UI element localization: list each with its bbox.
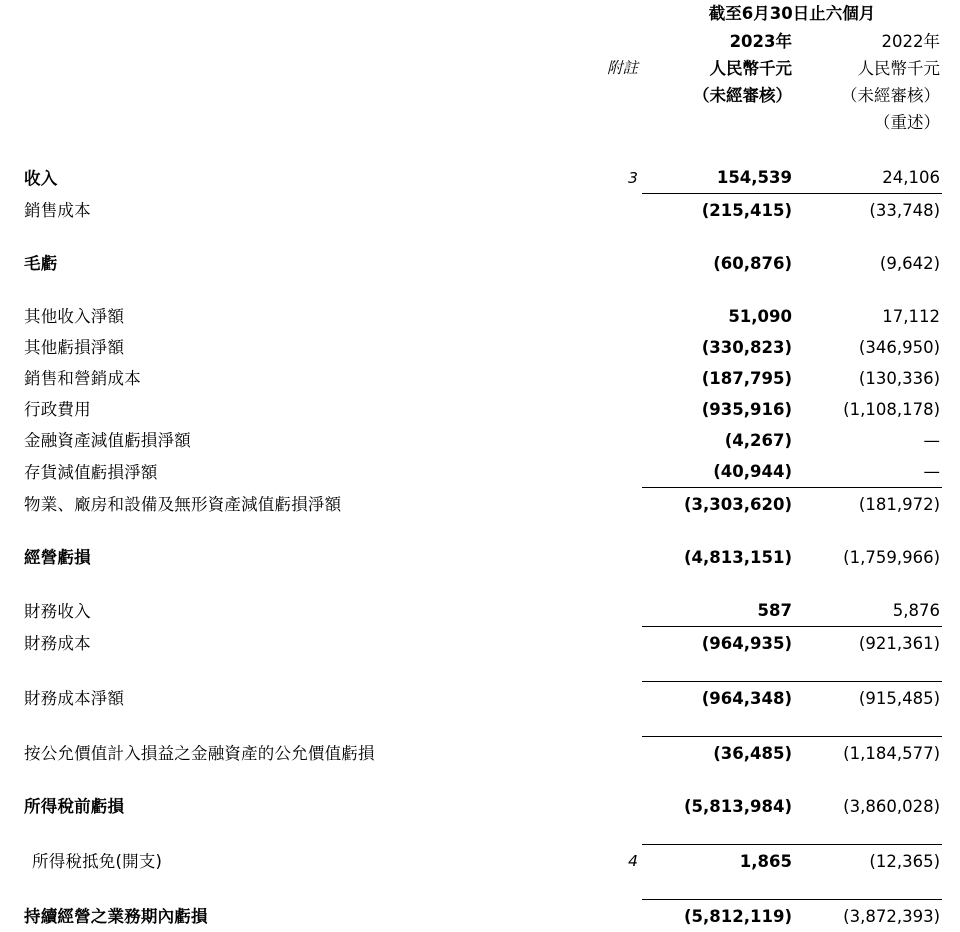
table-row [24, 425, 942, 456]
row-value-prior-year: — [794, 425, 942, 456]
header-blank-note [564, 0, 642, 28]
row-value-current-year: (187,795) [642, 363, 794, 394]
row-value-current-year: (5,813,984) [642, 791, 794, 822]
row-note-reference [564, 791, 642, 822]
row-value-current-year: 587 [642, 595, 794, 627]
table-row [24, 248, 942, 279]
row-note-reference [564, 737, 642, 770]
row-value-prior-year: (915,485) [794, 682, 942, 715]
row-note-reference [564, 394, 642, 425]
row-value-current-year: (215,415) [642, 194, 794, 227]
row-value-current-year: (330,823) [642, 332, 794, 363]
header-currency-current: 人民幣千元 [642, 55, 794, 82]
row-label: 其他虧損淨額 [24, 332, 564, 363]
row-label: 銷售成本 [24, 194, 564, 227]
header-restated-prior: （重述） [794, 109, 942, 136]
table-row [24, 162, 942, 194]
row-note-reference [564, 332, 642, 363]
row-value-prior-year: (9,642) [794, 248, 942, 279]
row-note-reference [564, 627, 642, 660]
table-row [24, 456, 942, 488]
header-year-current: 2023年 [642, 28, 794, 55]
row-label: 按公允價值計入損益之金融資產的公允價值虧損 [24, 737, 564, 770]
header-row-year [24, 28, 942, 55]
row-note-reference [564, 301, 642, 332]
row-value-prior-year: 17,112 [794, 301, 942, 332]
row-value-current-year: 154,539 [642, 162, 794, 194]
table-row [24, 627, 942, 660]
table-header [24, 0, 942, 136]
header-blank-label [24, 0, 564, 28]
header-row-restated [24, 109, 942, 136]
row-label: 行政費用 [24, 394, 564, 425]
income-statement-table [24, 0, 942, 932]
row-note-reference [564, 682, 642, 715]
row-label: 財務收入 [24, 595, 564, 627]
header-row-currency [24, 55, 942, 82]
header-audit-prior: （未經審核） [794, 82, 942, 109]
row-value-prior-year: (1,184,577) [794, 737, 942, 770]
row-value-current-year: (4,267) [642, 425, 794, 456]
header-row-audit [24, 82, 942, 109]
row-value-prior-year: (346,950) [794, 332, 942, 363]
table-row [24, 363, 942, 394]
row-spacer [24, 226, 942, 248]
table-row [24, 301, 942, 332]
row-label: 其他收入淨額 [24, 301, 564, 332]
table-row [24, 332, 942, 363]
row-note-reference [564, 194, 642, 227]
row-label: 金融資產減值虧損淨額 [24, 425, 564, 456]
header-year-prior: 2022年 [794, 28, 942, 55]
row-value-prior-year: 24,106 [794, 162, 942, 194]
row-note-reference [564, 900, 642, 932]
row-label: 毛虧 [24, 248, 564, 279]
row-value-prior-year: (3,872,393) [794, 900, 942, 932]
row-value-current-year: (935,916) [642, 394, 794, 425]
row-note-reference [564, 456, 642, 488]
table-row [24, 682, 942, 715]
row-value-current-year: (60,876) [642, 248, 794, 279]
row-spacer [24, 279, 942, 301]
row-label: 經營虧損 [24, 542, 564, 573]
row-value-current-year: 51,090 [642, 301, 794, 332]
row-value-prior-year: — [794, 456, 942, 488]
header-row-period [24, 0, 942, 28]
header-currency-prior: 人民幣千元 [794, 55, 942, 82]
row-spacer [24, 877, 942, 900]
row-note-reference [564, 488, 642, 521]
row-value-current-year: (5,812,119) [642, 900, 794, 932]
row-label: 持續經營之業務期內虧損 [24, 900, 564, 932]
row-label: 物業、廠房和設備及無形資產減值虧損淨額 [24, 488, 564, 521]
row-note-reference: 4 [564, 845, 642, 878]
table-row [24, 791, 942, 822]
row-note-reference [564, 595, 642, 627]
row-note-reference [564, 248, 642, 279]
row-spacer [24, 769, 942, 791]
row-label: 所得稅抵免(開支) [24, 845, 564, 878]
row-spacer [24, 659, 942, 682]
row-label: 存貨減值虧損淨額 [24, 456, 564, 488]
row-value-current-year: (3,303,620) [642, 488, 794, 521]
period-title: 截至6月30日止六個月 [642, 0, 942, 28]
table-row [24, 194, 942, 227]
row-value-current-year: 1,865 [642, 845, 794, 878]
header-audit-current: （未經審核） [642, 82, 794, 109]
table-row [24, 394, 942, 425]
row-spacer [24, 822, 942, 845]
table-body [24, 136, 942, 932]
row-spacer [24, 520, 942, 542]
row-value-prior-year: (130,336) [794, 363, 942, 394]
row-value-current-year: (964,935) [642, 627, 794, 660]
row-value-prior-year: (3,860,028) [794, 791, 942, 822]
row-value-prior-year: (1,108,178) [794, 394, 942, 425]
header-note-label: 附註 [564, 55, 642, 82]
table-row [24, 488, 942, 521]
table-row [24, 900, 942, 932]
table-row [24, 542, 942, 573]
row-note-reference [564, 542, 642, 573]
row-value-prior-year: (181,972) [794, 488, 942, 521]
row-label: 財務成本 [24, 627, 564, 660]
table-row [24, 845, 942, 878]
row-value-current-year: (964,348) [642, 682, 794, 715]
row-spacer [24, 573, 942, 595]
row-spacer [24, 714, 942, 737]
row-value-current-year: (4,813,151) [642, 542, 794, 573]
table-row [24, 737, 942, 770]
row-label: 銷售和營銷成本 [24, 363, 564, 394]
row-label: 所得稅前虧損 [24, 791, 564, 822]
row-value-prior-year: (921,361) [794, 627, 942, 660]
row-label: 財務成本淨額 [24, 682, 564, 715]
table-row [24, 595, 942, 627]
row-value-prior-year: (1,759,966) [794, 542, 942, 573]
row-note-reference: 3 [564, 162, 642, 194]
row-value-prior-year: 5,876 [794, 595, 942, 627]
row-spacer [24, 136, 942, 162]
row-note-reference [564, 363, 642, 394]
row-value-prior-year: (33,748) [794, 194, 942, 227]
row-value-current-year: (36,485) [642, 737, 794, 770]
row-value-prior-year: (12,365) [794, 845, 942, 878]
row-value-current-year: (40,944) [642, 456, 794, 488]
row-label: 收入 [24, 162, 564, 194]
row-note-reference [564, 425, 642, 456]
